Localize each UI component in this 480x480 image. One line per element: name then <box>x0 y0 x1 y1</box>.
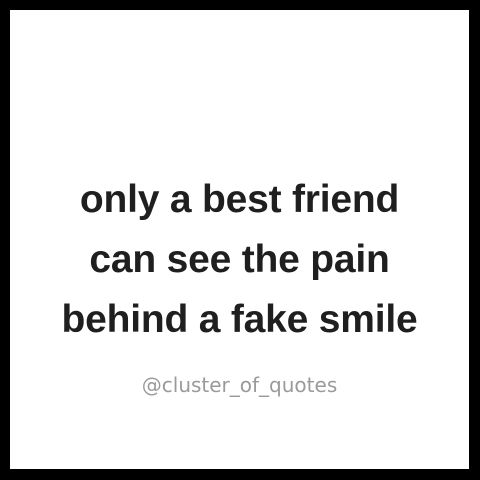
author-handle: @cluster_of_quotes <box>141 373 338 397</box>
quote-text <box>10 170 469 350</box>
quote-card <box>10 10 469 469</box>
quote-line-1: only a best friend <box>79 178 400 221</box>
quote-line-3: behind a fake smile <box>61 298 418 341</box>
quote-line-2: can see the pain <box>89 238 390 281</box>
